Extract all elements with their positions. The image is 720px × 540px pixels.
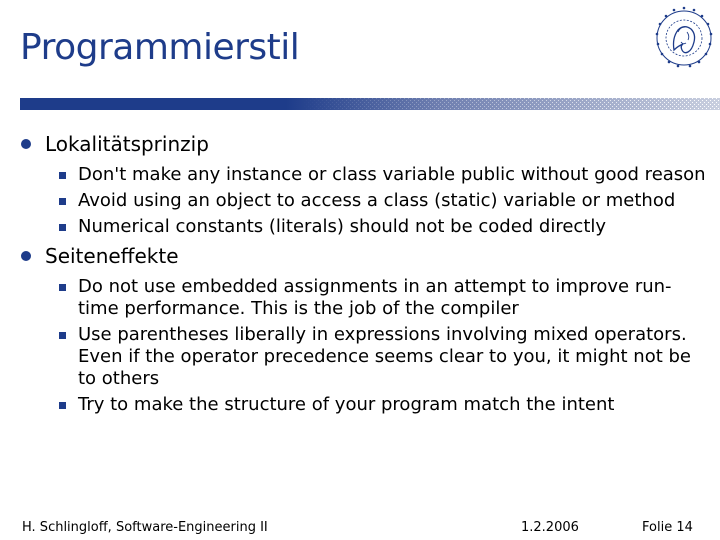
bullet-seiteneffekte bbox=[20, 244, 710, 268]
square-bullet-icon bbox=[59, 332, 66, 339]
bullet-text: Lokalitätsprinzip bbox=[45, 132, 209, 156]
sub-bullet bbox=[20, 164, 710, 186]
square-bullet-icon bbox=[59, 198, 66, 205]
slide-content bbox=[20, 132, 710, 422]
sub-bullet bbox=[20, 216, 710, 238]
bullet-text: Seiteneffekte bbox=[45, 244, 179, 268]
square-bullet-icon bbox=[59, 402, 66, 409]
square-bullet-icon bbox=[59, 284, 66, 291]
bullet-lokalitaetsprinzip bbox=[20, 132, 710, 156]
bullet-icon bbox=[21, 251, 31, 261]
sub-bullet-text: Don't make any instance or class variable public without good reason bbox=[78, 164, 706, 185]
square-bullet-icon bbox=[59, 224, 66, 231]
sub-bullet-text: Do not use embedded assignments in an attempt to improve run-time performance. This is the job of the compiler bbox=[78, 276, 672, 319]
sub-bullet bbox=[20, 190, 710, 212]
sub-bullet bbox=[20, 276, 710, 320]
footer-date: 1.2.2006 bbox=[521, 520, 579, 535]
university-seal-logo bbox=[654, 2, 714, 78]
footer-author: H. Schlingloff, Software-Engineering II bbox=[22, 520, 268, 535]
sub-list-seiteneffekte bbox=[20, 276, 710, 416]
square-bullet-icon bbox=[59, 172, 66, 179]
sub-bullet bbox=[20, 324, 710, 390]
sub-bullet-text: Avoid using an object to access a class (static) variable or method bbox=[78, 190, 676, 211]
sub-bullet-text: Try to make the structure of your program match the intent bbox=[78, 394, 615, 415]
title-divider bbox=[20, 98, 720, 110]
footer-page-number: Folie 14 bbox=[642, 520, 693, 535]
sub-bullet-text: Use parentheses liberally in expressions involving mixed operators. Even if the operator precedence seems clear to you, it might not be to others bbox=[78, 324, 691, 389]
bullet-icon bbox=[21, 139, 31, 149]
slide-title: Programmierstil bbox=[20, 27, 300, 68]
sub-bullet bbox=[20, 394, 710, 416]
sub-list-lokalitaetsprinzip bbox=[20, 164, 710, 238]
sub-bullet-text: Numerical constants (literals) should not be coded directly bbox=[78, 216, 607, 237]
